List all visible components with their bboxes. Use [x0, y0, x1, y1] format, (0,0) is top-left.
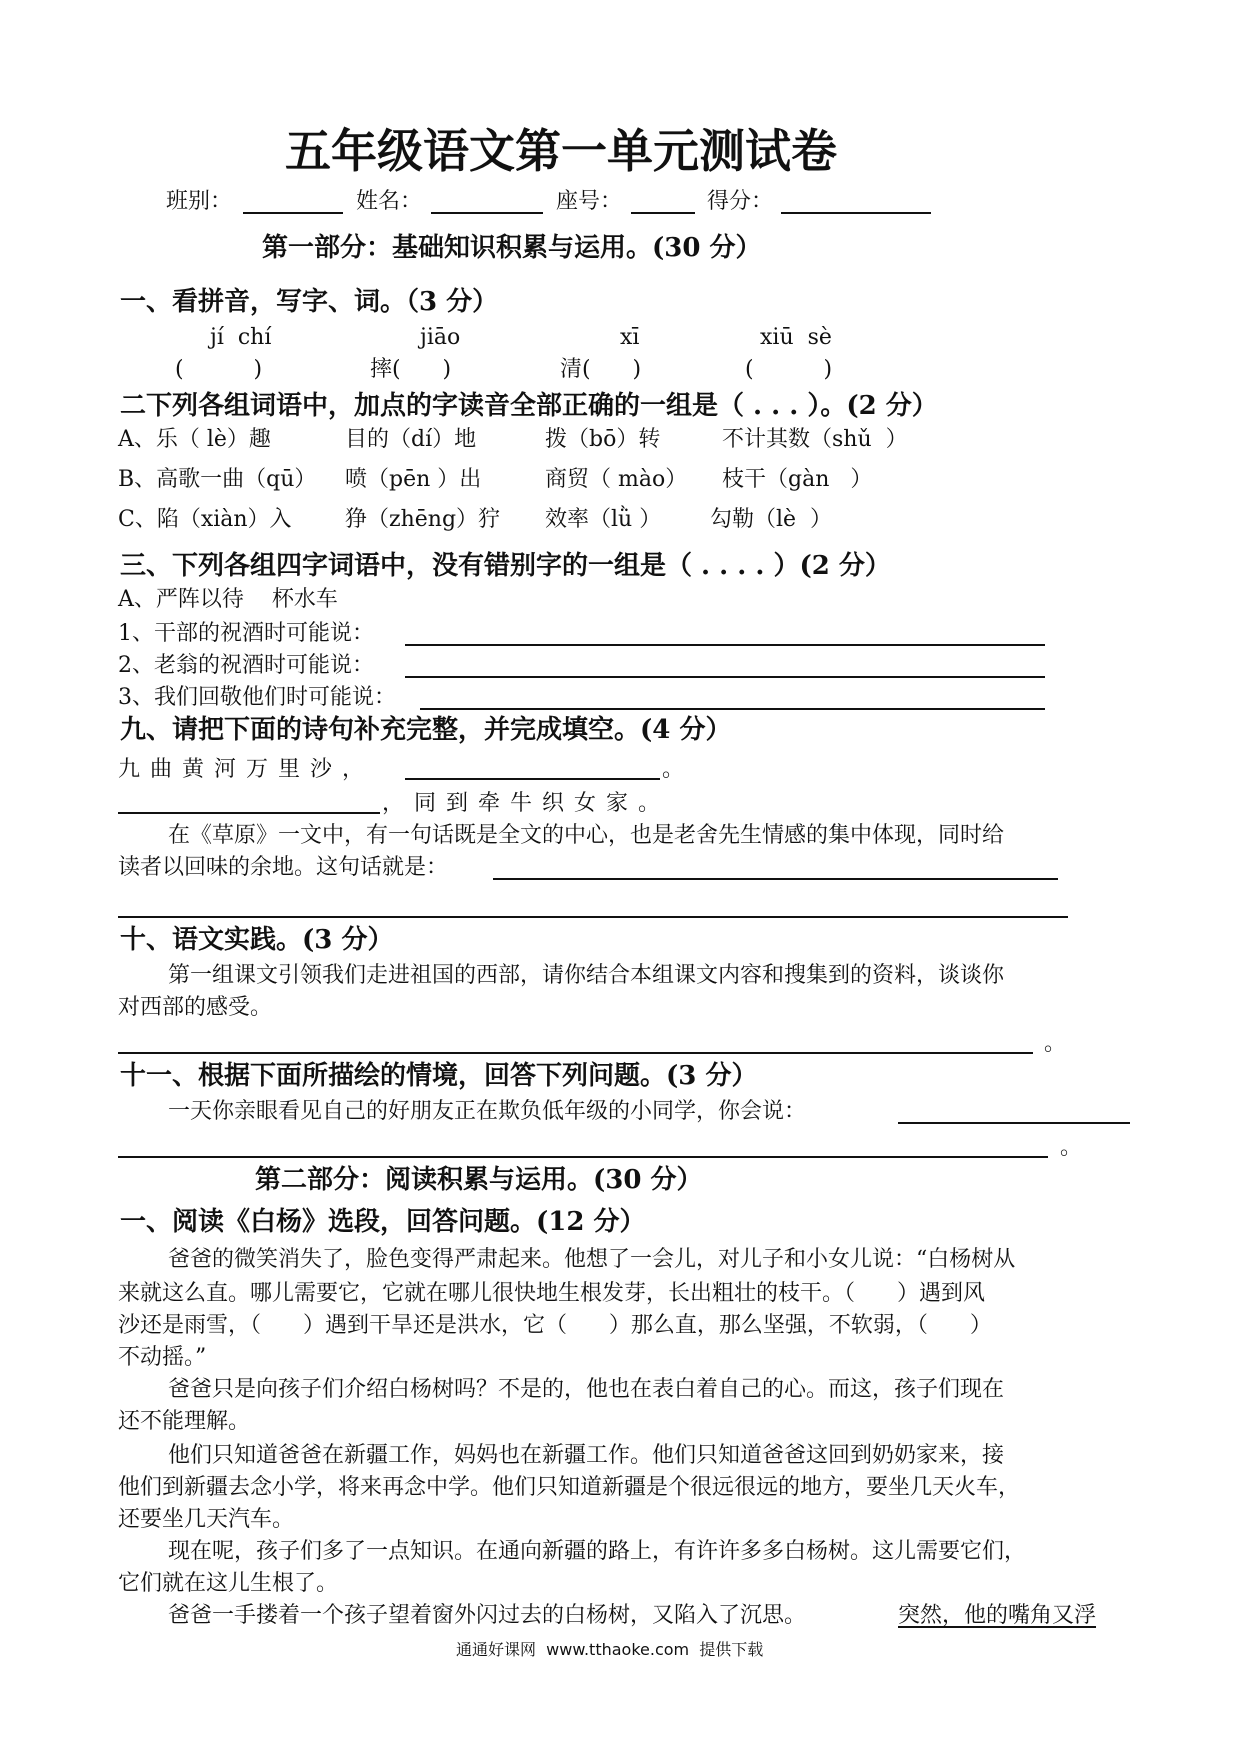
seat-field[interactable] [631, 212, 695, 214]
passage-line: 不动摇。” [118, 1345, 207, 1370]
toast-answer-1[interactable] [405, 644, 1045, 646]
class-field[interactable] [243, 212, 343, 214]
q9-paragraph-1: 在《草原》一文中，有一句话既是全文的中心，也是老舍先生情感的集中体现，同时给 [168, 823, 1005, 848]
q3-heading: 三、下列各组四字词语中，没有错别字的一组是（ . . . . ）(2 分） [120, 551, 891, 581]
passage-line: 它们就在这儿生根了。 [118, 1571, 339, 1596]
passage-line: 还不能理解。 [118, 1409, 251, 1434]
option-c-3: 效率（lǜ ） [545, 507, 662, 532]
option-c-1: C、陷（xiàn）入 [118, 507, 292, 532]
passage-line: 现在呢，孩子们多了一点知识。在通向新疆的路上，有许许多多白杨树。这儿需要它们， [168, 1539, 1027, 1564]
q9-answer-1[interactable] [493, 878, 1058, 880]
seat-label: 座号： [556, 189, 623, 214]
pinyin-1: jí chí [210, 325, 272, 350]
poem-line-2: ，同到牵牛织女家。 [382, 791, 671, 816]
q1-heading: 一、看拼音，写字、词。（3 分） [120, 287, 499, 317]
pinyin-3: xī [620, 325, 640, 350]
q2-heading: 二下列各组词语中，加点的字读音全部正确的一组是（ . . . ）。(2 分） [120, 391, 938, 421]
poem-answer-1[interactable] [405, 778, 660, 780]
poem-line-1: 九曲黄河万里沙， [118, 757, 375, 782]
option-c-4: 勾勒（lè ） [710, 507, 833, 532]
toast-answer-2[interactable] [405, 676, 1045, 678]
toast-answer-3[interactable] [420, 708, 1045, 710]
option-a-3: 拨（bō）转 [545, 427, 661, 452]
q9-heading: 九、请把下面的诗句补充完整，并完成填空。(4 分） [120, 715, 732, 745]
q9-answer-2[interactable] [118, 916, 1068, 918]
q9-paragraph-2: 读者以回味的余地。这句话就是： [118, 855, 449, 880]
q10-answer[interactable] [118, 1052, 1033, 1054]
q11-answer-2[interactable] [118, 1156, 1048, 1158]
q10-heading: 十、语文实践。(3 分） [120, 925, 394, 955]
score-field[interactable] [781, 212, 931, 214]
part1-heading: 第一部分：基础知识积累与运用。(30 分） [262, 233, 762, 263]
option-b-3: 商贸（ mào） [545, 467, 688, 492]
passage-line: 他们到新疆去念小学，将来再念中学。他们只知道新疆是个很远很远的地方，要坐几天火车， [118, 1475, 1021, 1500]
option-c-2: 狰（zhēng）狞 [345, 507, 501, 532]
passage-line: 沙还是雨雪，（ ）遇到干旱还是洪水，它（ ）那么直，那么坚强，不软弱，（ ） [118, 1313, 992, 1338]
option-a-2: 目的（dí）地 [345, 427, 477, 452]
passage-line: 爸爸只是向孩子们介绍白杨树吗？不是的，他也在表白着自己的心。而这，孩子们现在 [168, 1377, 1005, 1402]
passage-line: 他们只知道爸爸在新疆工作，妈妈也在新疆工作。他们只知道爸爸这回到奶奶家来，接 [168, 1443, 1005, 1468]
option-b-1: B、高歌一曲（qū） [118, 467, 317, 492]
class-label: 班别： [166, 189, 233, 214]
q11-end: 。 [1060, 1135, 1083, 1160]
passage-line: 爸爸一手搂着一个孩子望着窗外闪过去的白杨树，又陷入了沉思。 [168, 1603, 807, 1628]
footer-credit: 通通好课网 www.tthaoke.com 提供下载 [456, 1640, 764, 1659]
q10-paragraph-2: 对西部的感受。 [118, 995, 273, 1020]
part2-heading: 第二部分：阅读积累与运用。(30 分） [255, 1165, 703, 1195]
name-label: 姓名： [356, 189, 423, 214]
pinyin-answer-3[interactable]: 清( ) [560, 357, 642, 382]
pinyin-answer-2[interactable]: 摔( ) [370, 357, 452, 382]
poem-line-1-end: 。 [662, 757, 685, 782]
q10-end: 。 [1044, 1031, 1067, 1056]
option-a-1: A、乐（ lè）趣 [118, 427, 271, 452]
name-field[interactable] [431, 212, 543, 214]
page-title: 五年级语文第一单元测试卷 [285, 124, 837, 178]
poem-answer-2[interactable] [118, 812, 380, 814]
q11-heading: 十一、根据下面所描绘的情境，回答下列问题。(3 分） [120, 1061, 758, 1091]
option-a-4: 不计其数（shǔ ） [722, 427, 908, 452]
toast-line-1: 1、干部的祝酒时可能说： [118, 621, 374, 646]
score-label: 得分： [707, 189, 774, 214]
passage-line: 来就这么直。哪儿需要它，它就在哪儿很快地生根发芽，长出粗壮的枝干。（ ）遇到风 [118, 1281, 985, 1306]
passage-underlined-sentence: 突然，他的嘴角又浮 [898, 1603, 1097, 1628]
pinyin-4: xiū sè [760, 325, 832, 350]
q10-paragraph-1: 第一组课文引领我们走进祖国的西部，请你结合本组课文内容和搜集到的资料，谈谈你 [168, 963, 1005, 988]
q11-paragraph: 一天你亲眼看见自己的好朋友正在欺负低年级的小同学，你会说： [168, 1099, 807, 1124]
passage-line: 爸爸的微笑消失了，脸色变得严肃起来。他想了一会儿，对儿子和小女儿说：“白杨树从 [168, 1247, 1016, 1272]
option-b-4: 枝干（gàn ） [722, 467, 873, 492]
q11-answer-1[interactable] [898, 1122, 1130, 1124]
toast-line-3: 3、我们回敬他们时可能说： [118, 685, 396, 710]
pinyin-answer-4[interactable]: ( ) [745, 357, 833, 382]
reading-q1-heading: 一、阅读《白杨》选段，回答问题。(12 分） [120, 1207, 646, 1237]
pinyin-2: jiāo [420, 325, 461, 350]
pinyin-answer-1[interactable]: ( ) [175, 357, 263, 382]
q3-option-a: A、严阵以待 杯水车 [118, 587, 338, 612]
option-b-2: 喷（pēn ）出 [345, 467, 482, 492]
toast-line-2: 2、老翁的祝酒时可能说： [118, 653, 374, 678]
passage-line: 还要坐几天汽车。 [118, 1507, 295, 1532]
